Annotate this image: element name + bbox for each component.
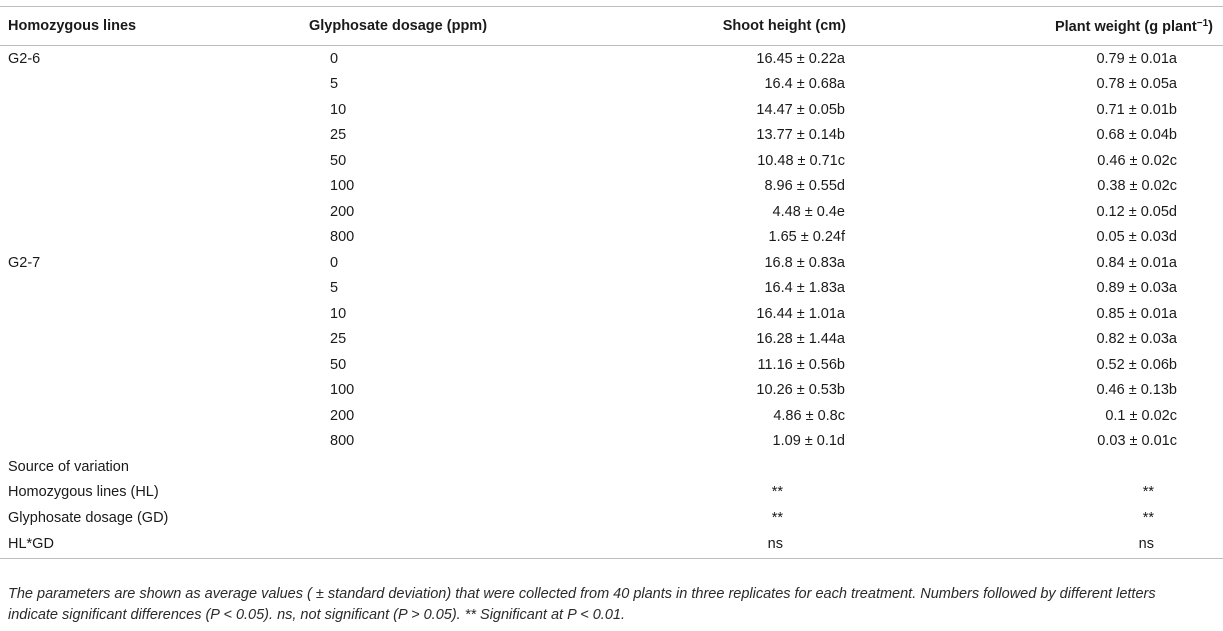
table-row — [0, 301, 1223, 327]
table-row — [0, 199, 1223, 225]
cell-plant-weight: 0.1 ± 0.02c — [1105, 407, 1177, 424]
cell-homozygous-line: G2-7 — [8, 254, 41, 271]
cell-shoot-height: 16.4 ± 0.68a — [764, 76, 845, 93]
cell-glyphosate-dosage: 0 — [330, 254, 339, 271]
cell-glyphosate-dosage: 800 — [330, 229, 355, 246]
cell-shoot-height: 10.48 ± 0.71c — [757, 152, 845, 169]
results-table — [0, 6, 1223, 559]
table-row — [0, 72, 1223, 98]
cell-plant-weight: 0.84 ± 0.01a — [1096, 254, 1177, 271]
cell-shoot-height: 4.48 ± 0.4e — [772, 203, 845, 220]
cell-glyphosate-dosage: 200 — [330, 407, 355, 424]
cell-plant-weight: 0.89 ± 0.03a — [1096, 280, 1177, 297]
variation-label: Homozygous lines (HL) — [8, 484, 159, 501]
table-row — [0, 225, 1223, 251]
cell-glyphosate-dosage: 100 — [330, 382, 355, 399]
variation-weight-significance: ns — [851, 531, 1223, 559]
cell-plant-weight: 0.46 ± 0.02c — [1097, 152, 1177, 169]
cell-shoot-height: 14.47 ± 0.05b — [756, 101, 845, 118]
table-row — [0, 46, 1223, 72]
cell-homozygous-line: G2-6 — [8, 50, 41, 67]
cell-shoot-height: 16.4 ± 1.83a — [764, 280, 845, 297]
header-glyphosate-dosage: Glyphosate dosage (ppm) — [240, 7, 556, 46]
table-row — [0, 97, 1223, 123]
cell-homozygous-line — [0, 123, 240, 149]
cell-shoot-height: 16.45 ± 0.22a — [756, 50, 845, 67]
cell-glyphosate-dosage: 25 — [330, 127, 347, 144]
variation-weight-significance: ** — [1142, 509, 1154, 526]
cell-shoot-height: 10.26 ± 0.53b — [756, 382, 845, 399]
header-homozygous-lines: Homozygous lines — [0, 7, 240, 46]
cell-shoot-height: 13.77 ± 0.14b — [756, 127, 845, 144]
cell-homozygous-line — [0, 403, 240, 429]
variation-title: Source of variation — [8, 458, 129, 475]
cell-homozygous-line — [0, 276, 240, 302]
cell-shoot-height: 16.28 ± 1.44a — [756, 331, 845, 348]
variation-weight-significance: ** — [1142, 484, 1154, 501]
variation-label: Glyphosate dosage (GD) — [8, 509, 169, 526]
cell-plant-weight: 0.52 ± 0.06b — [1096, 356, 1177, 373]
table-row — [0, 148, 1223, 174]
cell-plant-weight: 0.82 ± 0.03a — [1096, 331, 1177, 348]
cell-homozygous-line — [0, 72, 240, 98]
cell-plant-weight: 0.85 ± 0.01a — [1096, 305, 1177, 322]
variation-shoot-significance: ns — [556, 531, 851, 559]
cell-homozygous-line — [0, 301, 240, 327]
cell-homozygous-line — [0, 327, 240, 353]
table-row — [0, 276, 1223, 302]
cell-homozygous-line — [0, 225, 240, 251]
header-plant-weight-exponent: −1 — [1196, 17, 1209, 29]
cell-glyphosate-dosage: 10 — [330, 305, 347, 322]
cell-shoot-height: 16.8 ± 0.83a — [764, 254, 845, 271]
cell-homozygous-line — [0, 352, 240, 378]
cell-plant-weight: 0.71 ± 0.01b — [1096, 101, 1177, 118]
table-footnote: The parameters are shown as average values ( ± standard deviation) that were collected from 40 plants in three replicates for each treatment. Numbers followed by different letters indicate significant differences (P < 0.05). ns, not significant (P > 0.05). ** Significant at P < 0.01. — [8, 586, 1156, 623]
table-header-row — [0, 7, 1223, 46]
cell-homozygous-line — [0, 429, 240, 455]
header-plant-weight-close: ) — [1208, 18, 1213, 35]
cell-shoot-height: 1.09 ± 0.1d — [772, 433, 845, 450]
variation-shoot-significance: ** — [771, 484, 783, 501]
table-row — [0, 378, 1223, 404]
cell-glyphosate-dosage: 800 — [330, 433, 355, 450]
header-plant-weight-text: Plant weight (g plant — [1054, 18, 1197, 35]
cell-plant-weight: 0.46 ± 0.13b — [1096, 382, 1177, 399]
variation-row — [0, 505, 1223, 531]
variation-label: HL*GD — [0, 531, 556, 559]
cell-shoot-height: 16.44 ± 1.01a — [756, 305, 845, 322]
cell-homozygous-line — [0, 148, 240, 174]
cell-plant-weight: 0.79 ± 0.01a — [1096, 50, 1177, 67]
table-row — [0, 327, 1223, 353]
cell-glyphosate-dosage: 200 — [330, 203, 355, 220]
table-row — [0, 403, 1223, 429]
header-plant-weight — [851, 7, 1223, 46]
variation-row — [0, 480, 1223, 506]
header-shoot-height: Shoot height (cm) — [556, 7, 851, 46]
table-row — [0, 429, 1223, 455]
cell-plant-weight: 0.38 ± 0.02c — [1097, 178, 1177, 195]
variation-row — [0, 531, 1223, 559]
variation-shoot-significance: ** — [771, 509, 783, 526]
cell-glyphosate-dosage: 100 — [330, 178, 355, 195]
table-row — [0, 174, 1223, 200]
cell-plant-weight: 0.05 ± 0.03d — [1096, 229, 1177, 246]
cell-glyphosate-dosage: 10 — [330, 101, 347, 118]
table-row — [0, 352, 1223, 378]
cell-shoot-height: 8.96 ± 0.55d — [764, 178, 845, 195]
variation-title-row — [0, 454, 1223, 480]
cell-homozygous-line — [0, 97, 240, 123]
cell-homozygous-line — [0, 174, 240, 200]
cell-glyphosate-dosage: 0 — [330, 50, 339, 67]
cell-plant-weight: 0.12 ± 0.05d — [1096, 203, 1177, 220]
cell-glyphosate-dosage: 5 — [330, 76, 339, 93]
cell-glyphosate-dosage: 50 — [330, 152, 347, 169]
cell-plant-weight: 0.03 ± 0.01c — [1097, 433, 1177, 450]
table-row — [0, 250, 1223, 276]
table-row — [0, 123, 1223, 149]
cell-homozygous-line — [0, 378, 240, 404]
cell-shoot-height: 4.86 ± 0.8c — [773, 407, 845, 424]
table-body — [0, 46, 1223, 559]
cell-shoot-height: 1.65 ± 0.24f — [768, 229, 845, 246]
cell-homozygous-line — [0, 199, 240, 225]
cell-glyphosate-dosage: 25 — [330, 331, 347, 348]
cell-shoot-height: 11.16 ± 0.56b — [757, 356, 845, 373]
cell-plant-weight: 0.78 ± 0.05a — [1096, 76, 1177, 93]
cell-glyphosate-dosage: 50 — [330, 356, 347, 373]
cell-glyphosate-dosage: 5 — [330, 280, 339, 297]
cell-plant-weight: 0.68 ± 0.04b — [1096, 127, 1177, 144]
